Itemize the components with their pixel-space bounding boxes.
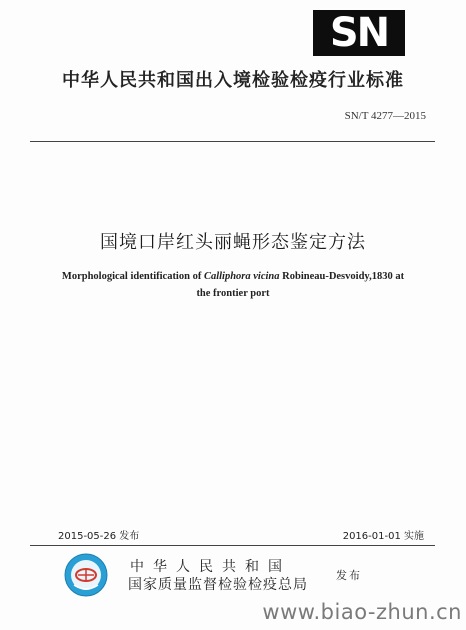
title-english-suffix: Robineau-Desvoidy,1830 at the frontier port [196, 271, 405, 299]
issuer-country: 中华人民共和国 [130, 559, 291, 575]
standard-number: SN/T 4277—2015 [344, 110, 426, 122]
title-chinese: 国境口岸红头丽蝇形态鉴定方法 [100, 232, 366, 253]
implementation-date: 2016-01-01 实施 [342, 531, 424, 542]
site-watermark: www.biao-zhun.cn [262, 600, 462, 624]
title-english-species: Calliphora vicina [203, 271, 280, 282]
sn-logo: SN [313, 10, 405, 56]
organization-title: 中华人民共和国出入境检验检疫行业标准 [62, 70, 404, 91]
issue-label: 发布 [336, 569, 362, 582]
title-english-prefix: Morphological identification of [61, 271, 204, 282]
title-english [60, 268, 406, 302]
bottom-divider [30, 545, 435, 546]
issuer-agency: 国家质量监督检验检疫总局 [128, 577, 308, 593]
aqsiq-seal-icon [64, 553, 108, 597]
release-date: 2015-05-26 发布 [58, 531, 140, 542]
top-divider [30, 141, 435, 142]
